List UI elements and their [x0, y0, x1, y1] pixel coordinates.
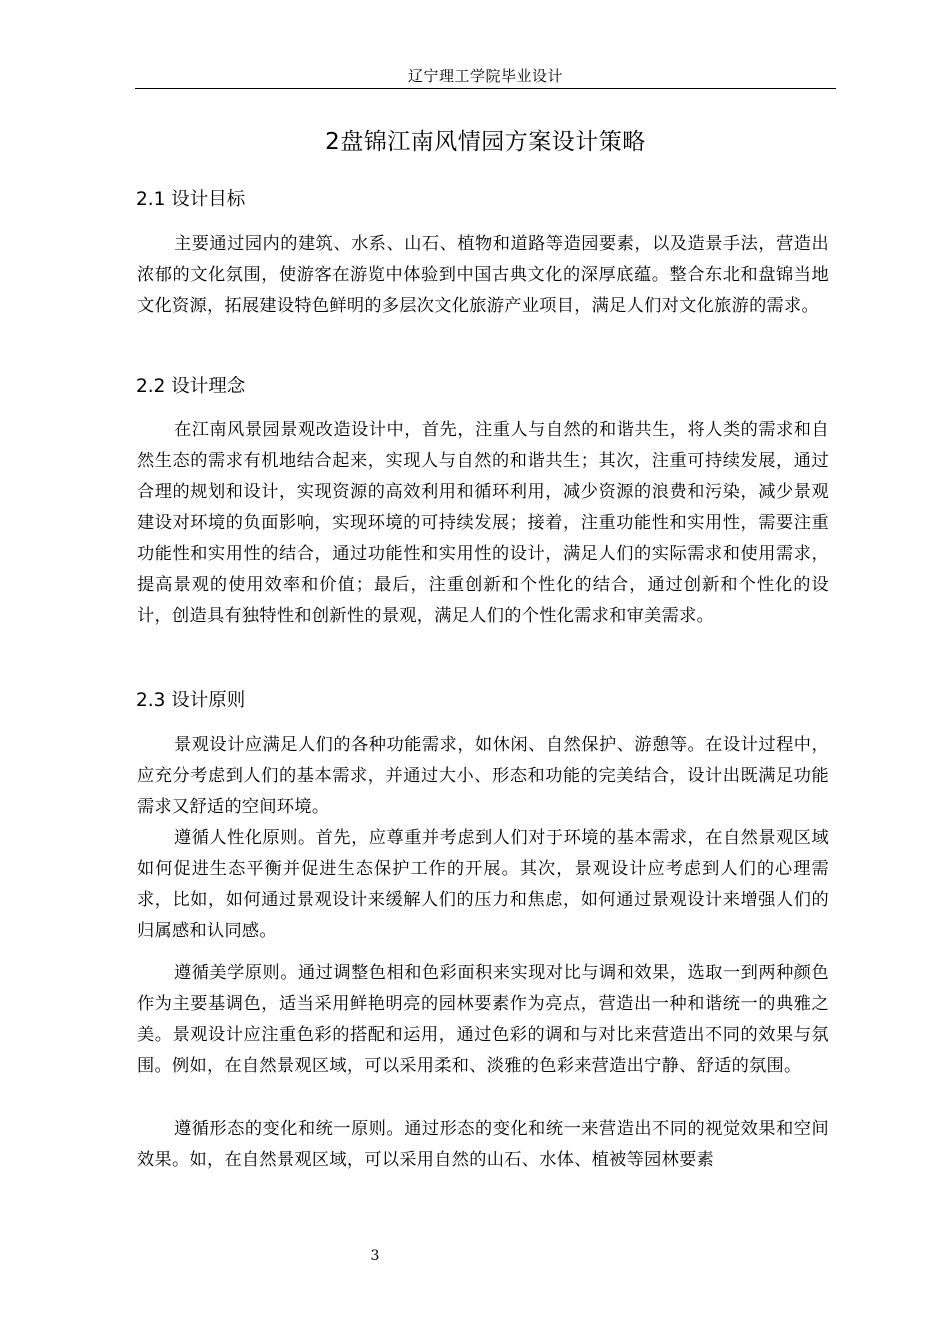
section-heading-2-3: 2.3 设计原则	[136, 690, 246, 711]
header-rule	[135, 88, 836, 89]
paragraph-principle-function: 景观设计应满足人们的各种功能需求，如休闲、自然保护、游憩等。在设计过程中，应充分考虑到人们的基本需求，并通过大小、形态和功能的完美结合，设计出既满足功能需求又舒适的空间环境。	[137, 735, 829, 817]
paragraph-principle-form: 遵循形态的变化和统一原则。通过形态的变化和统一来营造出不同的视觉效果和空间效果。如，在自然景观区域，可以采用自然的山石、水体、植被等园林要素	[137, 1119, 829, 1170]
paragraph-design-goal: 主要通过园内的建筑、水系、山石、植物和道路等造园要素，以及造景手法，营造出浓郁的文化氛围，使游客在游览中体验到中国古典文化的深厚底蕴。整合东北和盘锦当地文化资源，拓展建设特色鲜明的多层次文化旅游产业项目，满足人们对文化旅游的需求。	[137, 234, 829, 316]
paragraph-principle-humanized: 遵循人性化原则。首先，应尊重并考虑到人们对于环境的基本需求，在自然景观区域如何促进生态平衡并促进生态保护工作的开展。其次，景观设计应考虑到人们的心理需求，比如，如何通过景观设计来缓解人们的压力和焦虑，如何通过景观设计来增强人们的归属感和认同感。	[137, 828, 829, 941]
paragraph-design-concept: 在江南风景园景观改造设计中，首先，注重人与自然的和谐共生，将人类的需求和自然生态的需求有机地结合起来，实现人与自然的和谐共生；其次，注重可持续发展，通过合理的规划和设计，实现资源的高效利用和循环利用，减少资源的浪费和污染，减少景观建设对环境的负面影响，实现环境的可持续发展；接着，注重功能性和实用性，需要注重功能性和实用性的结合，通过功能性和实用性的设计，满足人们的实际需求和使用需求，提高景观的使用效率和价值；最后，注重创新和个性化的结合，通过创新和个性化的设计，创造具有独特性和创新性的景观，满足人们的个性化需求和审美需求。	[137, 420, 829, 626]
running-header: 辽宁理工学院毕业设计	[407, 67, 563, 85]
section-heading-2-2: 2.2 设计理念	[136, 376, 246, 397]
page-number: 3	[370, 1248, 380, 1264]
chapter-title: 2盘锦江南风情园方案设计策略	[325, 129, 646, 155]
section-heading-2-1: 2.1 设计目标	[136, 189, 246, 210]
paragraph-principle-aesthetic: 遵循美学原则。通过调整色相和色彩面积来实现对比与调和效果，选取一到两种颜色作为主要基调色，适当采用鲜艳明亮的园林要素作为亮点，营造出一种和谐统一的典雅之美。景观设计应注重色彩的搭配和运用，通过色彩的调和与对比来营造出不同的效果与氛围。例如，在自然景观区域，可以采用柔和、淡雅的色彩来营造出宁静、舒适的氛围。	[137, 963, 829, 1076]
